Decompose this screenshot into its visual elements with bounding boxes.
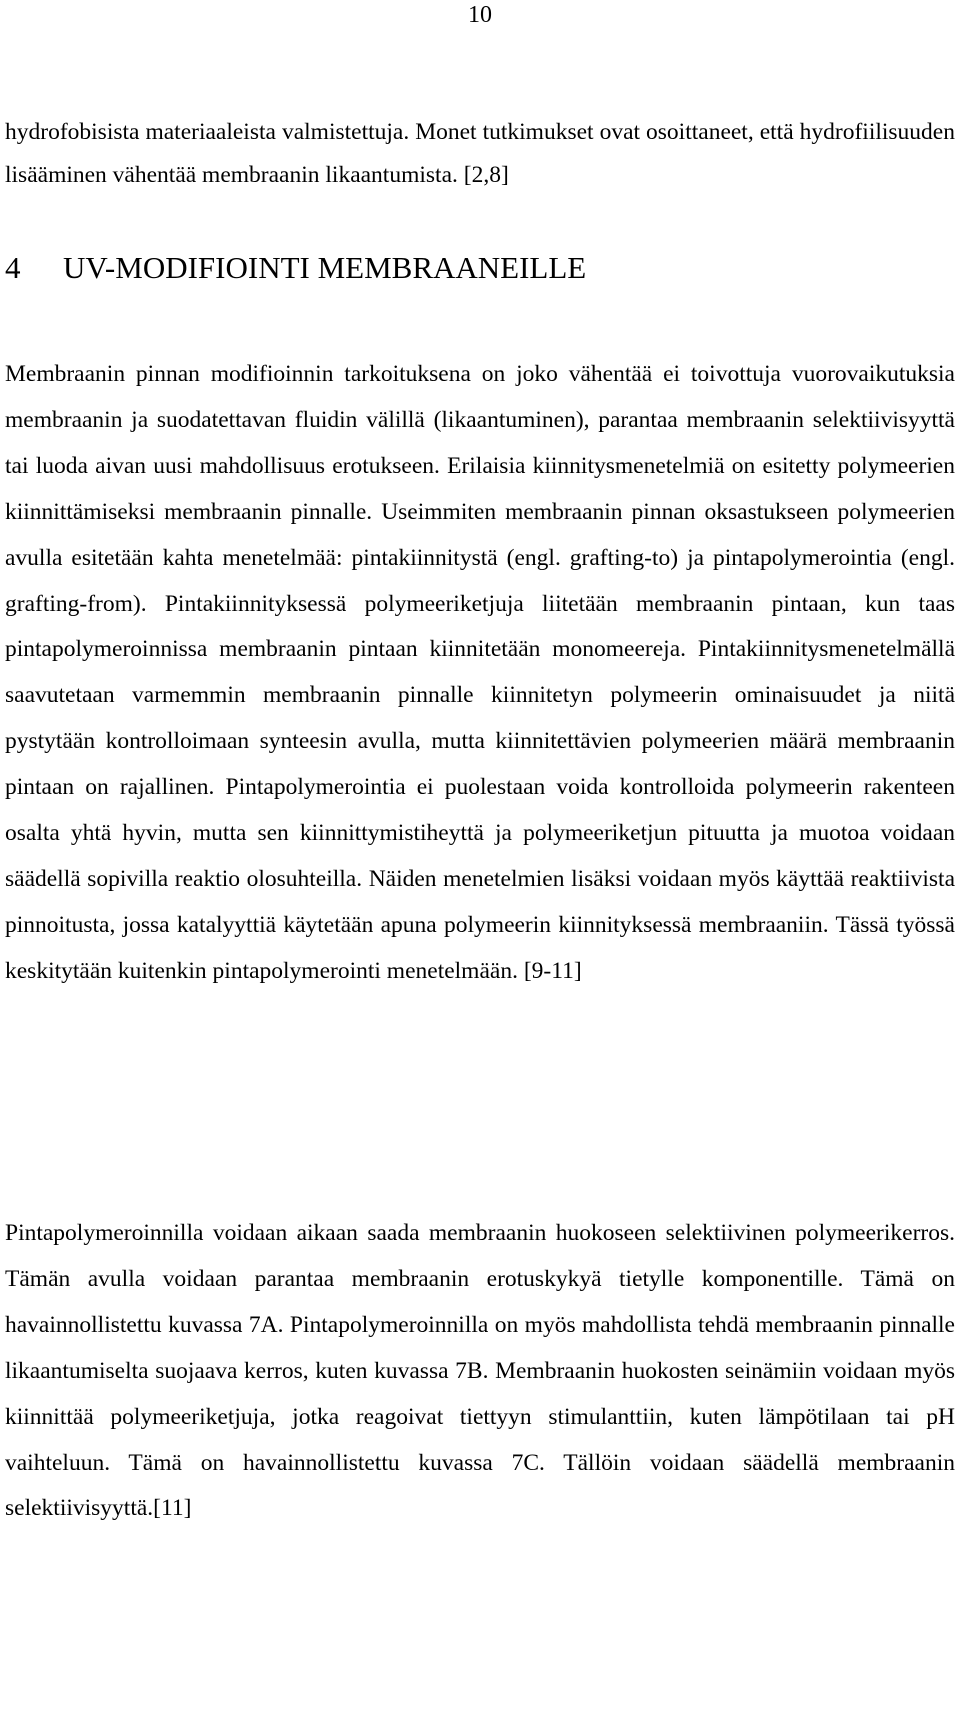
section-title: UV-MODIFIOINTI MEMBRAANEILLE [63,250,587,285]
section-heading [5,246,586,290]
paragraph-second [5,1211,955,1532]
paragraph-second-text: Pintapolymeroinnilla voidaan aikaan saada membraanin huokoseen selektiivinen polymeerikerros. Tämän avulla voidaan parantaa membraanin erotuskykyä tietylle komponentille. Tämä on havainnollistettu kuvassa 7A. Pintapolymeroinnilla on myös mahdollista tehdä membraanin pinnalle likaantumiselta suojaava kerros, kuten kuvassa 7B. Membraanin huokosten seinämiin voidaan myös kiinnittää polymeeriketjuja, jotka reagoivat tiettyyn stimulanttiin, kuten lämpötilaan tai pH vaihteluun. Tämä on havainnollistettu kuvassa 7C. Tällöin voidaan säädellä membraanin selektiivisyyttä.[11] [5,1220,955,1522]
page-number: 10 [468,2,492,28]
paragraph-intro-text: hydrofobisista materiaaleista valmistettuja. Monet tutkimukset ovat osoittaneet, että hydrofiilisuuden lisääminen vähentää membraanin likaantumista. [2,8] [5,119,955,188]
paragraph-main-text: Membraanin pinnan modifioinnin tarkoituksena on joko vähentää ei toivottuja vuorovaikutuksia membraanin ja suodatettavan fluidin välillä (likaantuminen), parantaa membraanin selektiivisyyttä tai luoda aivan uusi mahdollisuus erotukseen. Erilaisia kiinnitysmenetelmiä on esitetty polymeerien kiinnittämiseksi membraanin pinnalle. Useimmiten membraanin pinnan oksastukseen polymeerien avulla esitetään kahta menetelmää: pintakiinnitystä (engl. grafting-to) ja pintapolymerointia (engl. grafting-from). Pintakiinnityksessä polymeeriketjuja liitetään membraanin pintaan, kun taas pintapolymeroinnissa membraanin pintaan kiinnitetään monomeereja. Pintakiinnitysmenetelmällä saavutetaan varmemmin membraanin pinnalle kiinnitetyn polymeerin ominaisuudet ja niitä pystytään kontrolloimaan synteesin avulla, mutta kiinnitettävien polymeerien määrä membraanin pintaan on rajallinen. Pintapolymerointia ei puolestaan voida kontrolloida polymeerin rakenteen osalta yhtä hyvin, mutta sen kiinnittymistiheyttä ja polymeeriketjun pituutta ja muotoa voidaan säädellä sopivilla reaktio olosuhteilla. Näiden menetelmien lisäksi voidaan myös käyttää reaktiivista pinnoitusta, jossa katalyyttiä käytetään apuna polymeerin kiinnityksessä membraaniin. Tässä työssä keskitytään kuitenkin pintapolymerointi menetelmään. [9-11] [5,361,955,984]
section-number: 4 [5,250,21,285]
paragraph-intro [5,111,955,197]
paragraph-main [5,352,955,995]
